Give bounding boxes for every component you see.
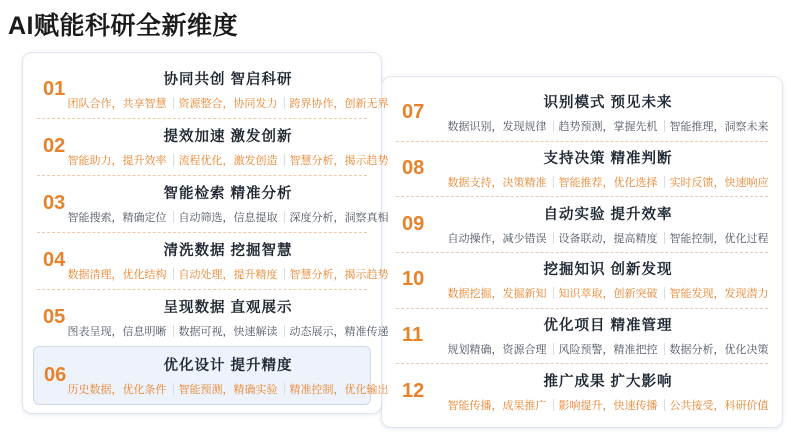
item-number: 03: [43, 192, 66, 214]
item-body: [448, 147, 768, 190]
item-tag: 影响提升，快速传播: [553, 397, 664, 413]
list-item[interactable]: [392, 85, 772, 141]
list-item[interactable]: [392, 308, 772, 364]
item-number: 05: [43, 306, 66, 328]
item-tag: 公共接受，科研价值: [664, 397, 775, 413]
item-body: [67, 296, 389, 339]
item-tag: 自动筛选，信息提取: [173, 209, 284, 225]
item-number: 11: [402, 324, 424, 347]
item-number: 08: [402, 157, 425, 179]
item-tag: 数据可视，快速解读: [173, 323, 284, 339]
left-panel: [22, 52, 389, 414]
item-body: [67, 125, 389, 168]
list-item[interactable]: [33, 61, 389, 118]
item-tag: 精准控制，优化输出: [284, 381, 395, 397]
item-tag: 团队合作，共享智慧: [67, 98, 167, 110]
item-tags: [442, 174, 775, 190]
item-tag: 智能搜索，精确定位: [67, 212, 167, 224]
item-body: [448, 203, 768, 246]
item-tag: 资源整合，协同发力: [173, 95, 284, 111]
item-heading: 自动实验 提升效率: [543, 206, 673, 223]
item-heading: 清洗数据 挖掘智慧: [163, 243, 293, 259]
item-body: [67, 354, 389, 397]
item-heading: 推广成果 扩大影响: [543, 373, 673, 390]
item-heading: 优化设计 提升精度: [163, 358, 293, 374]
item-heading: 提效加速 激发创新: [163, 129, 293, 145]
item-number: 02: [43, 135, 66, 157]
item-number: 01: [43, 78, 66, 100]
item-tag: 智慧分析，揭示趋势: [284, 152, 395, 168]
item-body: [448, 314, 768, 357]
item-tag: 设备联动，提高精度: [553, 230, 664, 246]
item-body: [67, 182, 389, 225]
list-item[interactable]: [392, 363, 772, 419]
item-tag: 智能推荐，优化选择: [553, 174, 664, 190]
item-number: 04: [43, 249, 66, 271]
item-tag: 智能控制，优化过程: [664, 230, 775, 246]
item-number: 10: [402, 268, 425, 291]
list-item[interactable]: [33, 289, 389, 346]
item-body: [448, 370, 768, 413]
item-tags: [442, 230, 775, 246]
item-tag: 自动处理，提升精度: [173, 266, 284, 282]
item-heading: 识别模式 预见未来: [543, 95, 673, 112]
item-tag: 动态展示，精准传递: [284, 323, 395, 339]
list-item[interactable]: [33, 232, 389, 289]
item-tag: 风险预警，精准把控: [553, 341, 664, 357]
list-item[interactable]: [33, 175, 389, 232]
item-tag: 流程优化，激发创造: [173, 152, 284, 168]
item-tag: 数据分析，优化决策: [664, 341, 775, 357]
item-tag: 数据挖掘，发掘新知: [447, 288, 547, 301]
item-tags: [62, 381, 395, 397]
item-tag: 历史数据，优化条件: [67, 384, 167, 396]
item-number: 07: [402, 101, 425, 124]
item-tags: [62, 152, 395, 168]
item-tag: 自动操作，减少错误: [447, 232, 547, 245]
item-heading: 挖掘知识 创新发现: [543, 262, 673, 279]
item-tags: [442, 341, 775, 357]
item-body: [448, 91, 768, 134]
item-tags: [62, 266, 395, 282]
item-tag: 深度分析，洞察真相: [284, 209, 395, 225]
right-rows-container: [382, 77, 782, 427]
item-tag: 趋势预测，掌握先机: [553, 118, 664, 134]
item-tag: 智能发现，发现潜力: [664, 285, 775, 301]
item-tag: 图表呈现，信息明晰: [67, 326, 167, 338]
item-number: 06: [44, 364, 67, 386]
item-tag: 数据支持，决策精准: [447, 177, 547, 189]
right-panel: [381, 76, 783, 428]
item-tag: 数据清理，优化结构: [67, 269, 167, 281]
item-tags: [62, 323, 395, 339]
item-tags: [442, 118, 775, 134]
item-tag: 智能预测，精确实验: [173, 381, 284, 397]
item-tags: [62, 209, 395, 225]
item-tag: 智能推理，洞察未来: [664, 118, 775, 134]
item-number: 09: [402, 212, 425, 235]
list-item[interactable]: [33, 346, 389, 405]
list-item[interactable]: [392, 252, 772, 308]
list-item[interactable]: [392, 196, 772, 252]
item-tag: 数据识别，发现规律: [447, 121, 547, 134]
item-tag: 实时反馈，快速响应: [664, 174, 775, 190]
item-heading: 优化项目 精准管理: [543, 318, 673, 335]
list-item[interactable]: [33, 118, 389, 175]
item-heading: 呈现数据 直观展示: [163, 300, 293, 316]
item-heading: 协同共创 智启科研: [163, 72, 293, 88]
item-tag: 智能传播，成果推广: [447, 399, 547, 412]
item-tags: [442, 397, 775, 413]
page-title: AI赋能科研全新维度: [8, 12, 239, 40]
item-heading: 支持决策 精准判断: [543, 151, 673, 167]
item-tag: 跨界协作，创新无界: [284, 95, 395, 111]
item-body: [67, 68, 389, 111]
item-tags: [442, 285, 775, 301]
item-body: [67, 239, 389, 282]
item-tag: 智能助力，提升效率: [67, 155, 167, 167]
left-rows-container: [23, 53, 389, 413]
item-tag: 知识萃取，创新突破: [553, 285, 664, 301]
item-tag: 智慧分析，揭示趋势: [284, 266, 395, 282]
item-tag: 规划精确，资源合理: [447, 344, 547, 357]
item-heading: 智能检索 精准分析: [163, 186, 293, 202]
item-tags: [62, 95, 395, 111]
list-item[interactable]: [392, 141, 772, 197]
item-number: 12: [402, 379, 425, 402]
item-body: [448, 258, 768, 301]
